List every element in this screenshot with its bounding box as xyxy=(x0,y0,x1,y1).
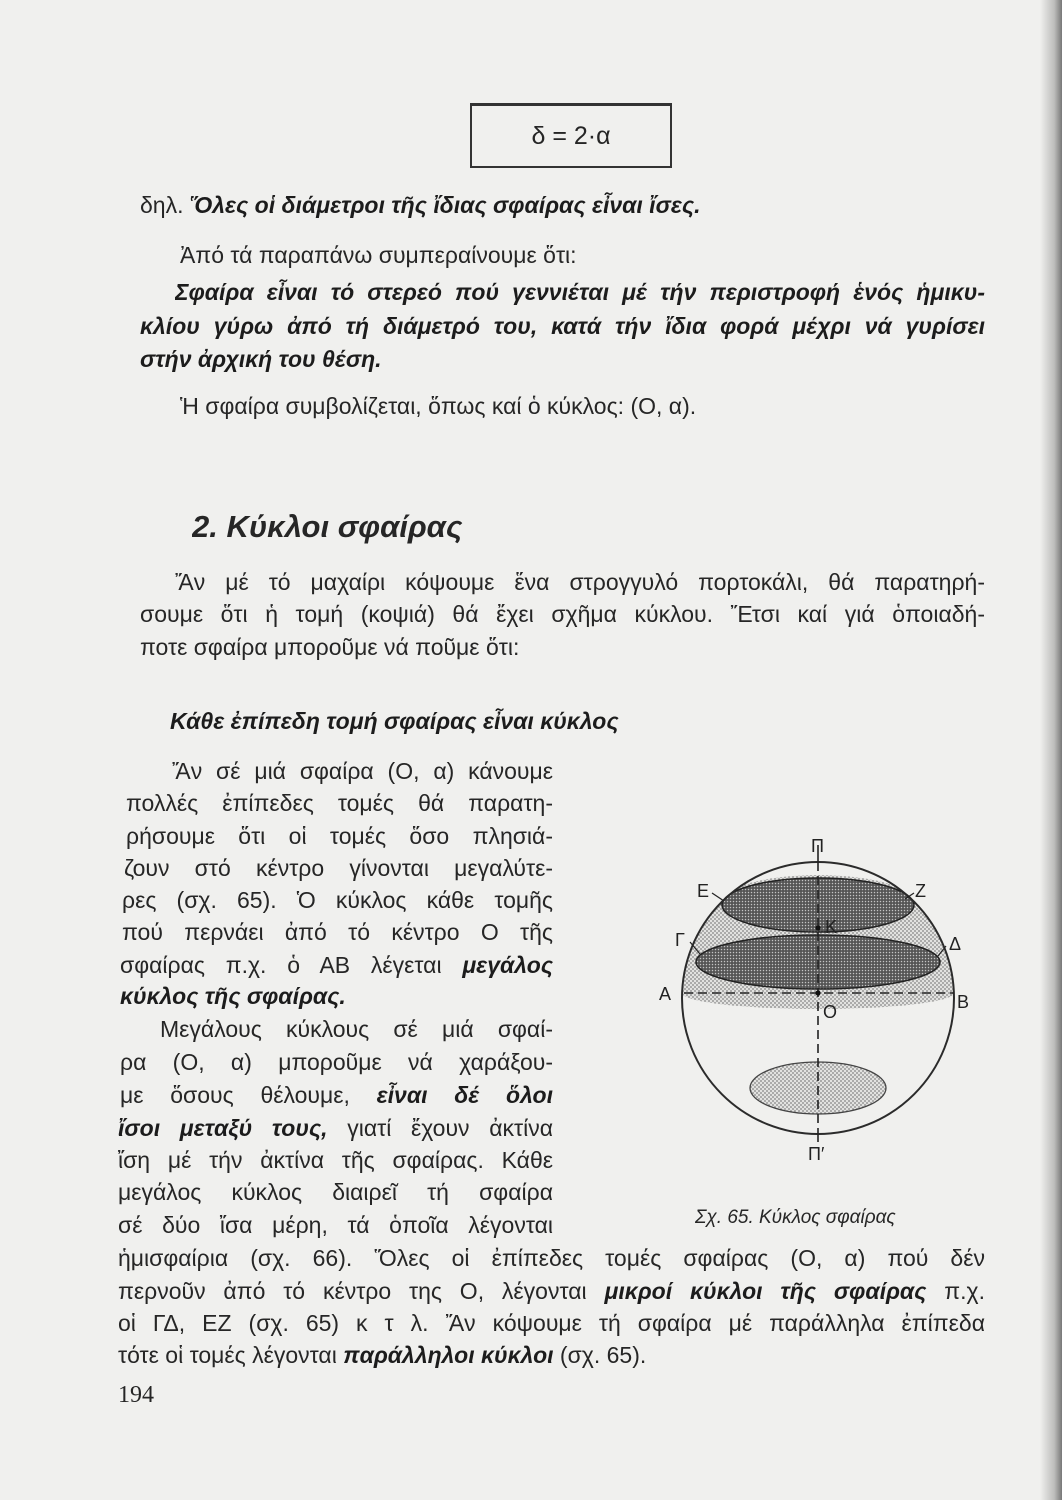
line-text: ζουν στό κέντρο γίνονται μεγαλύτε- xyxy=(124,855,553,881)
great-circle-line-8 xyxy=(120,981,440,1011)
page-number: 194 xyxy=(118,1382,154,1408)
point-o xyxy=(815,990,820,995)
label-e: Ε xyxy=(697,881,710,901)
section-heading: 2. Κύκλοι σφαίρας xyxy=(192,509,463,544)
circles-line-8 xyxy=(118,1243,985,1273)
line-text: ἡμισφαίρια (σχ. 66). Ὅλες οἱ ἐπίπεδες τομές σφαίρας (Ο, α) πού δέν xyxy=(118,1245,985,1271)
diameter-formula: δ = 2·α xyxy=(531,122,611,150)
line-text: οἱ ΓΔ, ΕΖ (σχ. 65) κ τ λ. Ἄν κόψουμε τή σφαίρα μέ παράλληλα ἐπίπεδα xyxy=(118,1310,985,1336)
label-b: Β xyxy=(957,992,970,1012)
label-o: Ο xyxy=(823,1002,838,1022)
line-text: τότε οἱ τομές λέγονται xyxy=(118,1342,344,1368)
great-circle-line-2 xyxy=(126,788,553,818)
label-d: Δ xyxy=(949,934,962,954)
line-text: Μεγάλους κύκλους σέ μιά σφαί- xyxy=(160,1016,553,1042)
great-circle-line-1 xyxy=(172,756,553,786)
great-circle-term: μεγάλος xyxy=(462,952,553,978)
circles-line-1 xyxy=(160,1014,553,1044)
diameters-statement xyxy=(140,190,860,220)
label-top-pole: Π xyxy=(811,836,824,856)
binding-shadow xyxy=(1040,0,1062,1500)
orange-paragraph-line-1: Ἄν μέ τό μαχαίρι κόψουμε ἕνα στρογγυλό πορτοκάλι, θά παρατηρή- xyxy=(175,569,985,595)
equal-circles-emphasis: εἶναι δέ ὅλοι xyxy=(376,1082,553,1108)
line-text: περνοῦν ἀπό τό κέντρο της Ο, λέγονται xyxy=(118,1278,605,1304)
orange-paragraph-line-3: ποτε σφαίρα μποροῦμε νά ποῦμε ὅτι: xyxy=(140,634,520,660)
small-circles-term: μικροί κύκλοι τῆς σφαίρας xyxy=(604,1278,927,1304)
line-text: ἴση μέ τήν ἀκτίνα τῆς σφαίρας. Κάθε xyxy=(118,1147,553,1173)
plane-section-theorem: Κάθε ἐπίπεδη τομή σφαίρας εἶναι κύκλος xyxy=(170,708,619,734)
circles-line-3 xyxy=(120,1080,553,1110)
line-text: με ὅσους θέλουμε, xyxy=(120,1082,377,1108)
circles-line-4 xyxy=(118,1113,553,1143)
equal-circles-emphasis-end: ἴσοι μεταξύ τους, xyxy=(118,1115,328,1141)
sphere-definition-line-3: στήν ἀρχική του θέση. xyxy=(140,346,382,372)
line-text: πολλές ἐπίπεδες τομές θά παρατη- xyxy=(126,790,553,816)
conclusion-lead: Ἀπό τά παραπάνω συμπεραίνουμε ὅτι: xyxy=(180,242,577,268)
line-text: (σχ. 65). xyxy=(553,1342,647,1368)
formula-box xyxy=(470,103,672,168)
pointer-e xyxy=(712,893,724,901)
circles-line-5 xyxy=(118,1145,553,1175)
figure-caption: Σχ. 65. Κύκλος σφαίρας xyxy=(695,1207,896,1228)
diameters-prefix: δηλ. xyxy=(140,192,190,218)
circles-line-11 xyxy=(118,1340,758,1370)
great-circle-line-7 xyxy=(120,950,553,980)
circles-line-2 xyxy=(120,1047,553,1077)
circles-line-9 xyxy=(118,1276,985,1306)
great-circle-term-end: κύκλος τῆς σφαίρας. xyxy=(120,983,346,1009)
label-z: Ζ xyxy=(915,881,926,901)
circles-line-10 xyxy=(118,1308,985,1338)
line-text: Ἄν σέ μιά σφαίρα (Ο, α) κάνουμε xyxy=(172,758,553,784)
point-k xyxy=(815,925,820,930)
circles-line-6 xyxy=(118,1177,553,1207)
orange-paragraph-line-2: σουμε ὅτι ἡ τομή (κοψιά) θά ἔχει σχῆμα κύκλου. Ἔτσι καί γιά ὁποιαδή- xyxy=(140,601,985,627)
line-text: μεγάλος κύκλος διαιρεῖ τή σφαίρα xyxy=(118,1179,553,1205)
label-bottom-pole: Π′ xyxy=(808,1144,825,1164)
line-text: ρα (Ο, α) μποροῦμε νά χαράξου- xyxy=(120,1049,553,1075)
diameters-emphasis: Ὅλες οἱ διάμετροι τῆς ἴδιας σφαίρας εἶναι ἴσες. xyxy=(189,192,701,218)
great-circle-line-4 xyxy=(124,853,553,883)
label-a: Α xyxy=(659,984,672,1004)
line-text: ρες (σχ. 65). Ὁ κύκλος κάθε τομῆς xyxy=(122,887,553,913)
line-text: π.χ. xyxy=(926,1278,985,1304)
line-text: γιατί ἔχουν ἀκτίνα xyxy=(327,1115,553,1141)
sphere-figure xyxy=(640,825,980,1165)
sphere-definition-line-1: Σφαίρα εἶναι τό στερεό πού γεννιέται μέ τήν περιστροφή ἑνός ἡμικυ- xyxy=(175,279,985,305)
sphere-notation: Ἡ σφαίρα συμβολίζεται, ὅπως καί ὁ κύκλος: (Ο, α). xyxy=(180,393,697,419)
parallel-circles-term: παράλληλοι κύκλοι xyxy=(343,1342,554,1368)
great-circle-line-6 xyxy=(122,917,553,947)
sphere-definition-line-2: κλίου γύρω ἀπό τή διάμετρό του, κατά τήν ἴδια φορά μέχρι νά γυρίσει xyxy=(140,313,985,339)
label-g: Γ xyxy=(675,930,685,950)
circles-line-7 xyxy=(118,1210,553,1240)
line-text: πού περνάει ἀπό τό κέντρο Ο τῆς xyxy=(122,919,553,945)
line-text: σέ δύο ἴσα μέρη, τά ὁποῖα λέγονται xyxy=(118,1212,553,1238)
line-text: ρήσουμε ὅτι οἱ τομές ὅσο πλησιά- xyxy=(126,823,553,849)
line-text: σφαίρας π.χ. ὁ ΑΒ λέγεται xyxy=(120,952,463,978)
great-circle-line-3 xyxy=(126,821,553,851)
label-k: Κ xyxy=(825,917,838,937)
great-circle-line-5 xyxy=(122,885,553,915)
